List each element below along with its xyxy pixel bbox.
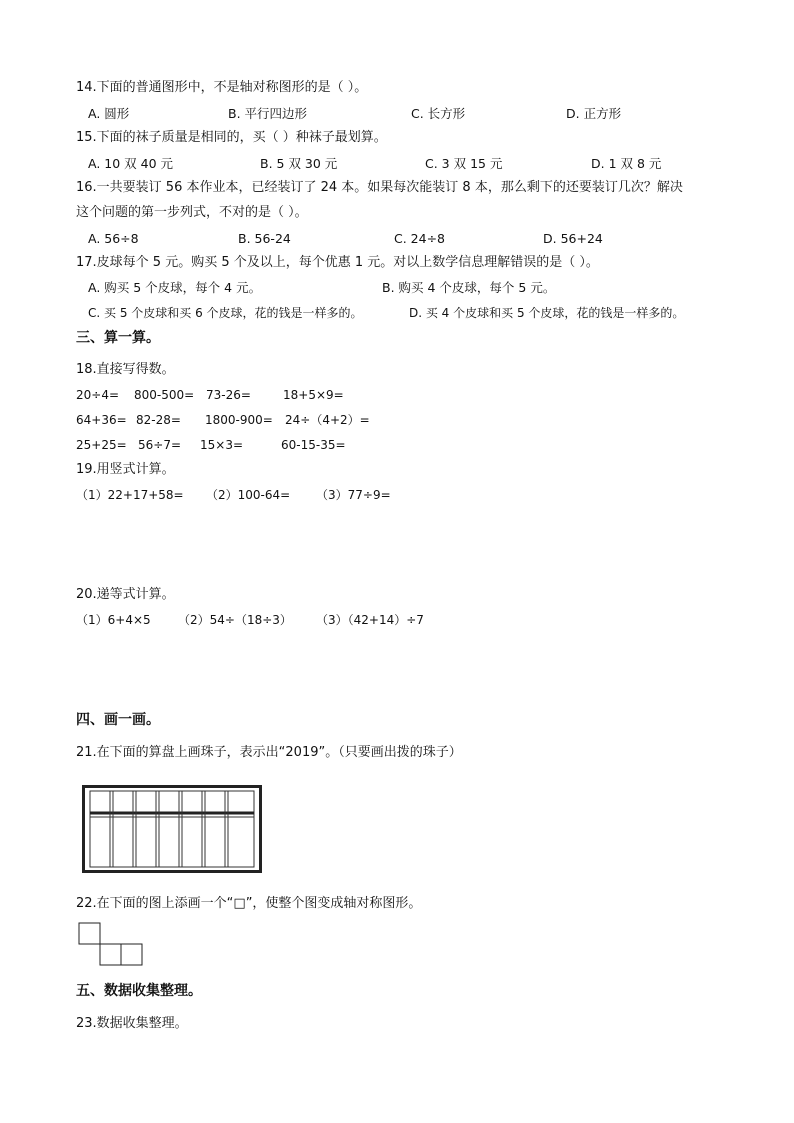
square-top-left [79, 923, 100, 944]
q16-option-a: A. 56÷8 [88, 231, 139, 246]
q18-r3-c4: 60-15-35= [281, 438, 346, 452]
q17-option-d: D. 买 4 个皮球和买 5 个皮球，花的钱是一样多的。 [409, 306, 685, 320]
q19-item-1: （1）22+17+58= [76, 488, 184, 502]
q18-r1-c3: 73-26= [206, 388, 251, 402]
q19-item-3: （3）77÷9= [316, 488, 391, 502]
q18-r1-c2: 800-500= [134, 388, 195, 402]
abacus-figure[interactable] [82, 785, 262, 873]
square-bottom-middle [100, 944, 121, 965]
q18-r2-c2: 82-28= [136, 413, 181, 427]
q15-option-b: B. 5 双 30 元 [260, 156, 338, 171]
q18-r2-c4: 24÷（4+2）= [285, 413, 370, 427]
abacus-inner-frame [90, 791, 254, 867]
q17-option-b: B. 购买 4 个皮球，每个 5 元。 [382, 280, 556, 295]
q17-stem: 17.皮球每个 5 元。购买 5 个及以上，每个优惠 1 元。对以上数学信息理解错误的是（ ）。 [76, 255, 599, 270]
q18-r2-c1: 64+36= [76, 413, 127, 427]
q14-option-a: A. 圆形 [88, 106, 130, 121]
q18-r3-c3: 15×3= [200, 438, 244, 452]
square-figure[interactable] [78, 922, 144, 966]
q14-stem: 14.下面的普通图形中，不是轴对称图形的是（ ）。 [76, 80, 368, 95]
q18-r2-c3: 1800-900= [205, 413, 273, 427]
q15-stem: 15.下面的袜子质量是相同的，买（ ）种袜子最划算。 [76, 130, 387, 145]
q16-option-b: B. 56-24 [238, 231, 291, 246]
q14-option-c: C. 长方形 [411, 106, 466, 121]
q16-stem-line1: 16.一共要装订 56 本作业本，已经装订了 24 本。如果每次能装订 8 本，那么剩下的还要装订几次？解决 [76, 180, 683, 195]
section-5-heading: 五、数据收集整理。 [76, 983, 202, 999]
q22-stem: 22.在下面的图上添画一个“□”，使整个图变成轴对称图形。 [76, 896, 422, 911]
q17-option-a: A. 购买 5 个皮球，每个 4 元。 [88, 280, 262, 295]
q18-r3-c1: 25+25= [76, 438, 127, 452]
q19-item-2: （2）100-64= [206, 488, 291, 502]
q15-option-a: A. 10 双 40 元 [88, 156, 174, 171]
q21-stem: 21.在下面的算盘上画珠子，表示出“2019”。（只要画出拨的珠子） [76, 745, 462, 760]
q15-option-d: D. 1 双 8 元 [591, 156, 662, 171]
q14-option-b: B. 平行四边形 [228, 106, 308, 121]
q20-item-3: （3）（42+14）÷7 [316, 613, 424, 627]
q16-option-d: D. 56+24 [543, 231, 603, 246]
q23-stem: 23.数据收集整理。 [76, 1016, 188, 1031]
square-bottom-right [121, 944, 142, 965]
q16-stem-line2: 这个问题的第一步列式，不对的是（ ）。 [76, 205, 308, 220]
q18-r1-c1: 20÷4= [76, 388, 120, 402]
section-3-heading: 三、算一算。 [76, 330, 160, 346]
abacus-rods [110, 791, 228, 867]
q16-option-c: C. 24÷8 [394, 231, 446, 246]
q18-stem: 18.直接写得数。 [76, 362, 175, 377]
q20-stem: 20.递等式计算。 [76, 587, 175, 602]
q14-option-d: D. 正方形 [566, 106, 622, 121]
q19-stem: 19.用竖式计算。 [76, 462, 175, 477]
section-4-heading: 四、画一画。 [76, 712, 160, 728]
q18-r3-c2: 56÷7= [138, 438, 182, 452]
q15-option-c: C. 3 双 15 元 [425, 156, 503, 171]
q17-option-c: C. 买 5 个皮球和买 6 个皮球，花的钱是一样多的。 [88, 306, 363, 320]
q18-r1-c4: 18+5×9= [283, 388, 344, 402]
q20-item-1: （1）6+4×5 [76, 613, 151, 627]
q20-item-2: （2）54÷（18÷3） [178, 613, 292, 627]
